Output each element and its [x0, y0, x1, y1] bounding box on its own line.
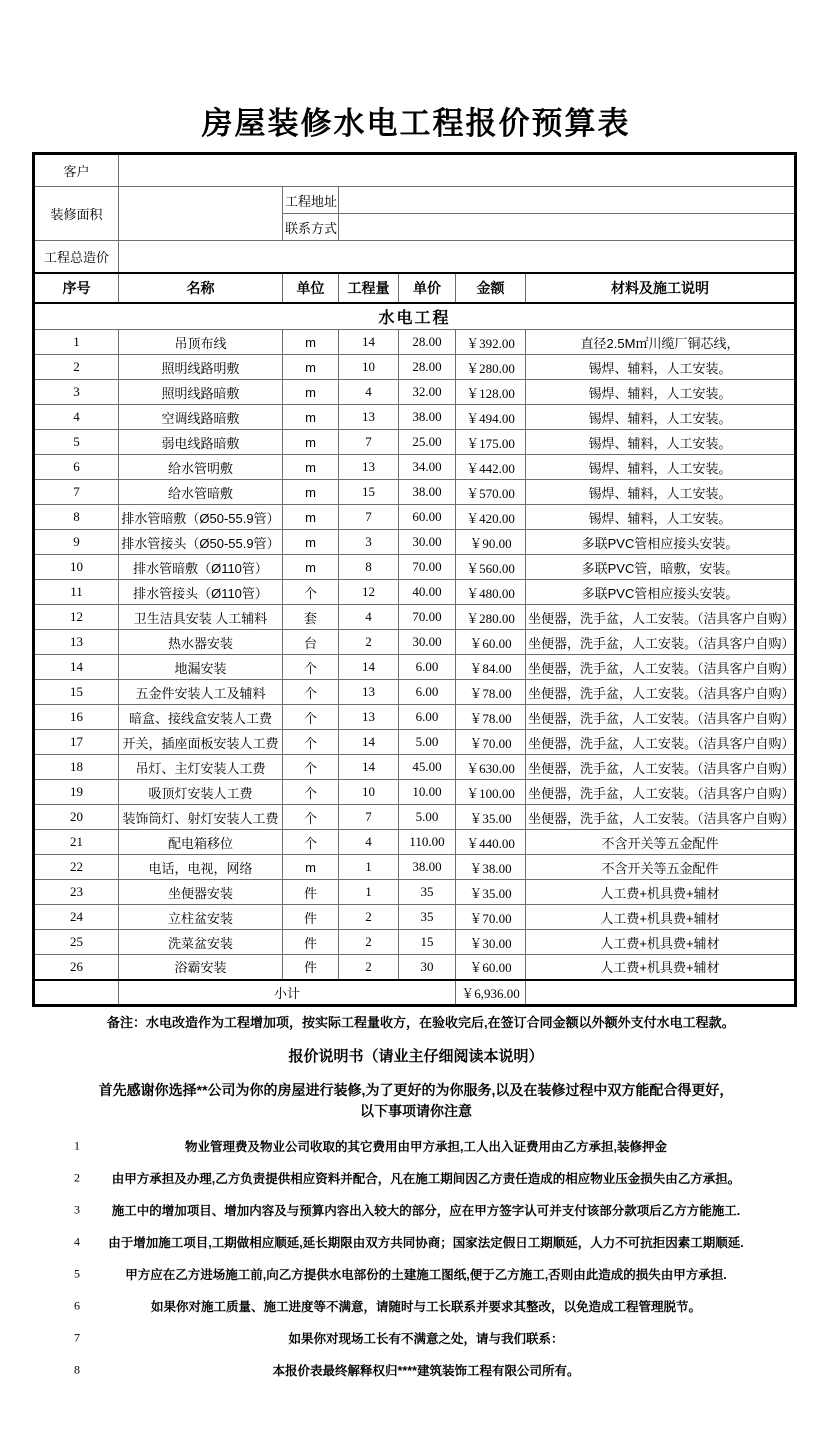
- item-unit: m: [283, 530, 339, 555]
- item-name: 排水管接头（Ø50-55.9管）: [119, 530, 283, 555]
- item-qty: 7: [339, 805, 399, 830]
- table-row: [34, 855, 796, 880]
- contact-label: 联系方式: [283, 214, 339, 241]
- item-name: 排水管暗敷（Ø110管）: [119, 555, 283, 580]
- item-name: 给水管暗敷: [119, 480, 283, 505]
- item-name: 配电箱移位: [119, 830, 283, 855]
- item-note: 坐便器，洗手盆，人工安装。（洁具客户自购）: [526, 605, 796, 630]
- item-unit: 个: [283, 830, 339, 855]
- item-amount: ￥494.00: [456, 405, 526, 430]
- item-unit-price: 5.00: [399, 730, 456, 755]
- note-item: [40, 1194, 812, 1226]
- item-unit-price: 15: [399, 930, 456, 955]
- item-qty: 4: [339, 830, 399, 855]
- item-note: 人工费+机具费+辅材: [526, 955, 796, 980]
- item-name: 洗菜盆安装: [119, 930, 283, 955]
- item-unit: 个: [283, 805, 339, 830]
- item-unit: m: [283, 355, 339, 380]
- table-row: [34, 705, 796, 730]
- note-item-text: 由于增加施工项目,工期做相应顺延,延长期限由双方共同协商；国家法定假日工期顺延，人力不可抗拒因素工期顺延.: [108, 1236, 744, 1250]
- item-unit-price: 45.00: [399, 755, 456, 780]
- item-unit: 件: [283, 905, 339, 930]
- row-no: 23: [34, 880, 119, 905]
- item-name: 地漏安装: [119, 655, 283, 680]
- item-unit-price: 38.00: [399, 855, 456, 880]
- item-amount: ￥630.00: [456, 755, 526, 780]
- table-row: [34, 580, 796, 605]
- item-amount: ￥480.00: [456, 580, 526, 605]
- table-row: [34, 905, 796, 930]
- item-unit-price: 28.00: [399, 355, 456, 380]
- table-row: [34, 730, 796, 755]
- quotation-table: [32, 152, 797, 1007]
- item-qty: 2: [339, 630, 399, 655]
- item-name: 给水管明敷: [119, 455, 283, 480]
- item-unit-price: 30.00: [399, 530, 456, 555]
- item-qty: 4: [339, 380, 399, 405]
- table-row: [34, 830, 796, 855]
- table-row: [34, 480, 796, 505]
- item-name: 吊顶布线: [119, 330, 283, 355]
- subtotal-amount: ￥6,936.00: [456, 980, 526, 1006]
- item-amount: ￥442.00: [456, 455, 526, 480]
- item-unit-price: 6.00: [399, 680, 456, 705]
- item-unit-price: 5.00: [399, 805, 456, 830]
- item-unit: 个: [283, 580, 339, 605]
- item-note: 不含开关等五金配件: [526, 830, 796, 855]
- item-qty: 14: [339, 655, 399, 680]
- item-note: 锡焊、辅料，人工安装。: [526, 505, 796, 530]
- table-row: [34, 330, 796, 355]
- table-row: [34, 405, 796, 430]
- item-amount: ￥392.00: [456, 330, 526, 355]
- subtotal-row: [34, 980, 796, 1006]
- table-row: [34, 955, 796, 980]
- item-qty: 2: [339, 955, 399, 980]
- item-name: 照明线路暗敷: [119, 380, 283, 405]
- item-name: 弱电线路暗敷: [119, 430, 283, 455]
- row-no: 12: [34, 605, 119, 630]
- note-item-text: 施工中的增加项目、增加内容及与预算内容出入较大的部分，应在甲方签字认可并支付该部分款项后乙方方能施工.: [111, 1204, 741, 1218]
- address-label: 工程地址: [283, 187, 339, 214]
- item-name: 吊灯、主灯安装人工费: [119, 755, 283, 780]
- item-unit: 件: [283, 880, 339, 905]
- note-item-text: 本报价表最终解释权归****建筑装饰工程有限公司所有。: [272, 1364, 580, 1378]
- total-cost-label: 工程总造价: [34, 241, 119, 273]
- item-unit-price: 60.00: [399, 505, 456, 530]
- item-unit: m: [283, 480, 339, 505]
- item-note: 人工费+机具费+辅材: [526, 905, 796, 930]
- col-header-unit-price: 单价: [399, 273, 456, 303]
- note-item: [40, 1162, 812, 1194]
- item-unit-price: 38.00: [399, 480, 456, 505]
- item-note: 坐便器，洗手盆，人工安装。（洁具客户自购）: [526, 655, 796, 680]
- item-amount: ￥60.00: [456, 955, 526, 980]
- item-note: 人工费+机具费+辅材: [526, 930, 796, 955]
- item-amount: ￥70.00: [456, 730, 526, 755]
- note-item-number: 8: [74, 1362, 80, 1377]
- table-row: [34, 455, 796, 480]
- item-note: 不含开关等五金配件: [526, 855, 796, 880]
- row-no: 11: [34, 580, 119, 605]
- item-unit: m: [283, 430, 339, 455]
- item-qty: 1: [339, 855, 399, 880]
- item-unit-price: 10.00: [399, 780, 456, 805]
- item-unit-price: 30.00: [399, 630, 456, 655]
- notes-list: [40, 1130, 812, 1386]
- item-unit: m: [283, 555, 339, 580]
- note-item-number: 5: [74, 1266, 80, 1281]
- note-item-text: 如果你对现场工长有不满意之处，请与我们联系：: [288, 1332, 564, 1346]
- item-name: 热水器安装: [119, 630, 283, 655]
- columns-header-row: [34, 273, 796, 303]
- row-no: 24: [34, 905, 119, 930]
- item-name: 电话，电视，网络: [119, 855, 283, 880]
- item-unit-price: 70.00: [399, 605, 456, 630]
- item-qty: 7: [339, 505, 399, 530]
- col-header-amount: 金额: [456, 273, 526, 303]
- item-amount: ￥90.00: [456, 530, 526, 555]
- item-note: 锡焊、辅料，人工安装。: [526, 405, 796, 430]
- item-unit-price: 70.00: [399, 555, 456, 580]
- item-qty: 15: [339, 480, 399, 505]
- note-item-number: 6: [74, 1298, 80, 1313]
- contact-value: [339, 214, 796, 241]
- remark-text: 备注：水电改造作为工程增加项，按实际工程量收方，在验收完后,在签订合同金额以外额外支付水电工程款。: [107, 1015, 735, 1030]
- item-qty: 7: [339, 430, 399, 455]
- item-qty: 10: [339, 355, 399, 380]
- item-note: 锡焊、辅料，人工安装。: [526, 455, 796, 480]
- item-qty: 13: [339, 405, 399, 430]
- item-unit: 个: [283, 730, 339, 755]
- row-no: 21: [34, 830, 119, 855]
- item-note: 人工费+机具费+辅材: [526, 880, 796, 905]
- item-unit: 个: [283, 755, 339, 780]
- item-name: 排水管暗敷（Ø50-55.9管）: [119, 505, 283, 530]
- page-title: 房屋装修水电工程报价预算表: [201, 106, 631, 141]
- customer-label: 客户: [34, 154, 119, 187]
- col-header-unit: 单位: [283, 273, 339, 303]
- item-name: 暗盒、接线盒安装人工费: [119, 705, 283, 730]
- area-label: 装修面积: [34, 187, 119, 241]
- table-row: [34, 380, 796, 405]
- table-row: [34, 430, 796, 455]
- item-unit-price: 110.00: [399, 830, 456, 855]
- item-amount: ￥420.00: [456, 505, 526, 530]
- quote-table-body: [34, 330, 796, 980]
- item-name: 吸顶灯安装人工费: [119, 780, 283, 805]
- row-no: 7: [34, 480, 119, 505]
- row-no: 2: [34, 355, 119, 380]
- table-row: [34, 630, 796, 655]
- item-amount: ￥280.00: [456, 355, 526, 380]
- col-header-note: 材料及施工说明: [526, 273, 796, 303]
- row-no: 20: [34, 805, 119, 830]
- table-row: [34, 555, 796, 580]
- item-qty: 1: [339, 880, 399, 905]
- note-item: [40, 1322, 812, 1354]
- row-no: 10: [34, 555, 119, 580]
- item-note: 坐便器，洗手盆，人工安装。（洁具客户自购）: [526, 730, 796, 755]
- item-amount: ￥70.00: [456, 905, 526, 930]
- row-no: 25: [34, 930, 119, 955]
- note-item-number: 7: [74, 1330, 80, 1345]
- note-item-number: 2: [74, 1170, 80, 1185]
- item-unit-price: 40.00: [399, 580, 456, 605]
- row-no: 3: [34, 380, 119, 405]
- col-header-qty: 工程量: [339, 273, 399, 303]
- item-unit: 个: [283, 680, 339, 705]
- note-item: [40, 1258, 812, 1290]
- col-header-no: 序号: [34, 273, 119, 303]
- item-note: 多联PVC管，暗敷，安装。: [526, 555, 796, 580]
- item-qty: 14: [339, 330, 399, 355]
- table-row: [34, 505, 796, 530]
- item-qty: 4: [339, 605, 399, 630]
- item-unit-price: 30: [399, 955, 456, 980]
- subtotal-empty-note: [526, 980, 796, 1006]
- note-item: [40, 1290, 812, 1322]
- item-name: 排水管接头（Ø110管）: [119, 580, 283, 605]
- notes-intro-line2: 以下事项请你注意: [360, 1103, 472, 1119]
- item-qty: 13: [339, 455, 399, 480]
- item-note: 多联PVC管相应接头安装。: [526, 530, 796, 555]
- item-amount: ￥35.00: [456, 805, 526, 830]
- row-no: 9: [34, 530, 119, 555]
- item-note: 坐便器，洗手盆，人工安装。（洁具客户自购）: [526, 630, 796, 655]
- note-item: [40, 1130, 812, 1162]
- row-no: 17: [34, 730, 119, 755]
- item-amount: ￥35.00: [456, 880, 526, 905]
- item-note: 坐便器，洗手盆，人工安装。（洁具客户自购）: [526, 805, 796, 830]
- table-row: [34, 880, 796, 905]
- row-no: 16: [34, 705, 119, 730]
- subtotal-empty-no: [34, 980, 119, 1006]
- row-no: 14: [34, 655, 119, 680]
- subtotal-section: [34, 980, 796, 1006]
- item-amount: ￥84.00: [456, 655, 526, 680]
- notes-heading: 报价说明书（请业主仔细阅读本说明）: [288, 1048, 544, 1065]
- address-value: [339, 187, 796, 214]
- table-row: [34, 355, 796, 380]
- item-qty: 14: [339, 755, 399, 780]
- item-qty: 2: [339, 930, 399, 955]
- item-name: 坐便器安装: [119, 880, 283, 905]
- note-item-number: 1: [74, 1138, 80, 1153]
- item-unit-price: 28.00: [399, 330, 456, 355]
- item-name: 浴霸安装: [119, 955, 283, 980]
- item-note: 锡焊、辅料，人工安装。: [526, 380, 796, 405]
- item-unit-price: 34.00: [399, 455, 456, 480]
- item-unit: m: [283, 380, 339, 405]
- table-row: [34, 605, 796, 630]
- item-note: 锡焊、辅料，人工安装。: [526, 430, 796, 455]
- item-amount: ￥38.00: [456, 855, 526, 880]
- row-no: 22: [34, 855, 119, 880]
- item-amount: ￥128.00: [456, 380, 526, 405]
- note-item-text: 由甲方承担及办理,乙方负责提供相应资料并配合，凡在施工期间因乙方责任造成的相应物业压金损失由乙方承担。: [111, 1172, 741, 1186]
- item-note: 锡焊、辅料，人工安装。: [526, 480, 796, 505]
- item-qty: 3: [339, 530, 399, 555]
- row-no: 19: [34, 780, 119, 805]
- item-unit: m: [283, 855, 339, 880]
- item-amount: ￥60.00: [456, 630, 526, 655]
- item-unit-price: 25.00: [399, 430, 456, 455]
- item-unit: 件: [283, 930, 339, 955]
- item-amount: ￥78.00: [456, 680, 526, 705]
- item-unit-price: 35: [399, 880, 456, 905]
- item-qty: 2: [339, 905, 399, 930]
- item-qty: 8: [339, 555, 399, 580]
- item-unit: 台: [283, 630, 339, 655]
- item-note: 坐便器，洗手盆，人工安装。（洁具客户自购）: [526, 680, 796, 705]
- item-unit: 个: [283, 705, 339, 730]
- info-section: [34, 154, 796, 330]
- row-no: 18: [34, 755, 119, 780]
- item-unit-price: 38.00: [399, 405, 456, 430]
- row-no: 6: [34, 455, 119, 480]
- item-note: 多联PVC管相应接头安装。: [526, 580, 796, 605]
- table-row: [34, 805, 796, 830]
- subtotal-label: 小计: [119, 980, 456, 1006]
- item-amount: ￥560.00: [456, 555, 526, 580]
- item-unit: 件: [283, 955, 339, 980]
- item-unit-price: 32.00: [399, 380, 456, 405]
- note-item: [40, 1354, 812, 1386]
- item-name: 卫生洁具安装 人工辅料: [119, 605, 283, 630]
- item-unit: m: [283, 405, 339, 430]
- note-item-text: 甲方应在乙方进场施工前,向乙方提供水电部份的土建施工图纸,便于乙方施工,否则由此造成的损失由甲方承担.: [125, 1268, 727, 1282]
- row-no: 1: [34, 330, 119, 355]
- customer-value: [119, 154, 796, 187]
- item-unit-price: 6.00: [399, 705, 456, 730]
- table-row: [34, 930, 796, 955]
- item-note: 坐便器，洗手盆，人工安装。（洁具客户自购）: [526, 705, 796, 730]
- item-qty: 13: [339, 680, 399, 705]
- item-name: 开关，插座面板安装人工费: [119, 730, 283, 755]
- item-name: 立柱盆安装: [119, 905, 283, 930]
- item-unit: m: [283, 505, 339, 530]
- item-note: 直径2.5M㎡川缆厂铜芯线，: [526, 330, 796, 355]
- item-amount: ￥440.00: [456, 830, 526, 855]
- item-qty: 10: [339, 780, 399, 805]
- item-amount: ￥100.00: [456, 780, 526, 805]
- section-title: 水电工程: [34, 303, 796, 330]
- item-note: 坐便器，洗手盆，人工安装。（洁具客户自购）: [526, 780, 796, 805]
- item-name: 五金件安装人工及辅料: [119, 680, 283, 705]
- row-no: 5: [34, 430, 119, 455]
- row-no: 26: [34, 955, 119, 980]
- table-row: [34, 755, 796, 780]
- item-qty: 13: [339, 705, 399, 730]
- item-qty: 12: [339, 580, 399, 605]
- item-amount: ￥78.00: [456, 705, 526, 730]
- item-name: 空调线路暗敷: [119, 405, 283, 430]
- notes-intro: [55, 1080, 777, 1122]
- item-name: 照明线路明敷: [119, 355, 283, 380]
- item-unit-price: 35: [399, 905, 456, 930]
- row-no: 8: [34, 505, 119, 530]
- item-unit: m: [283, 455, 339, 480]
- item-note: 锡焊、辅料，人工安装。: [526, 355, 796, 380]
- item-unit-price: 6.00: [399, 655, 456, 680]
- item-amount: ￥30.00: [456, 930, 526, 955]
- table-row: [34, 680, 796, 705]
- table-row: [34, 780, 796, 805]
- row-no: 13: [34, 630, 119, 655]
- note-item-text: 如果你对施工质量、施工进度等不满意，请随时与工长联系并要求其整改，以免造成工程管理脱节。: [150, 1300, 701, 1314]
- notes-intro-line1: 首先感谢你选择**公司为你的房屋进行装修,为了更好的为你服务,以及在装修过程中双方能配合得更好，: [98, 1082, 734, 1098]
- item-unit: m: [283, 330, 339, 355]
- row-no: 4: [34, 405, 119, 430]
- row-no: 15: [34, 680, 119, 705]
- item-amount: ￥280.00: [456, 605, 526, 630]
- table-row: [34, 655, 796, 680]
- col-header-name: 名称: [119, 273, 283, 303]
- note-item: [40, 1226, 812, 1258]
- area-value: [119, 187, 283, 241]
- note-item-number: 4: [74, 1234, 80, 1249]
- item-unit: 套: [283, 605, 339, 630]
- total-cost-value: [119, 241, 796, 273]
- item-qty: 14: [339, 730, 399, 755]
- table-row: [34, 530, 796, 555]
- item-amount: ￥175.00: [456, 430, 526, 455]
- item-unit: 个: [283, 780, 339, 805]
- item-note: 坐便器，洗手盆，人工安装。（洁具客户自购）: [526, 755, 796, 780]
- item-amount: ￥570.00: [456, 480, 526, 505]
- note-item-number: 3: [74, 1202, 80, 1217]
- item-name: 装饰筒灯、射灯安装人工费: [119, 805, 283, 830]
- item-unit: 个: [283, 655, 339, 680]
- note-item-text: 物业管理费及物业公司收取的其它费用由甲方承担,工人出入证费用由乙方承担,装修押金: [185, 1140, 667, 1154]
